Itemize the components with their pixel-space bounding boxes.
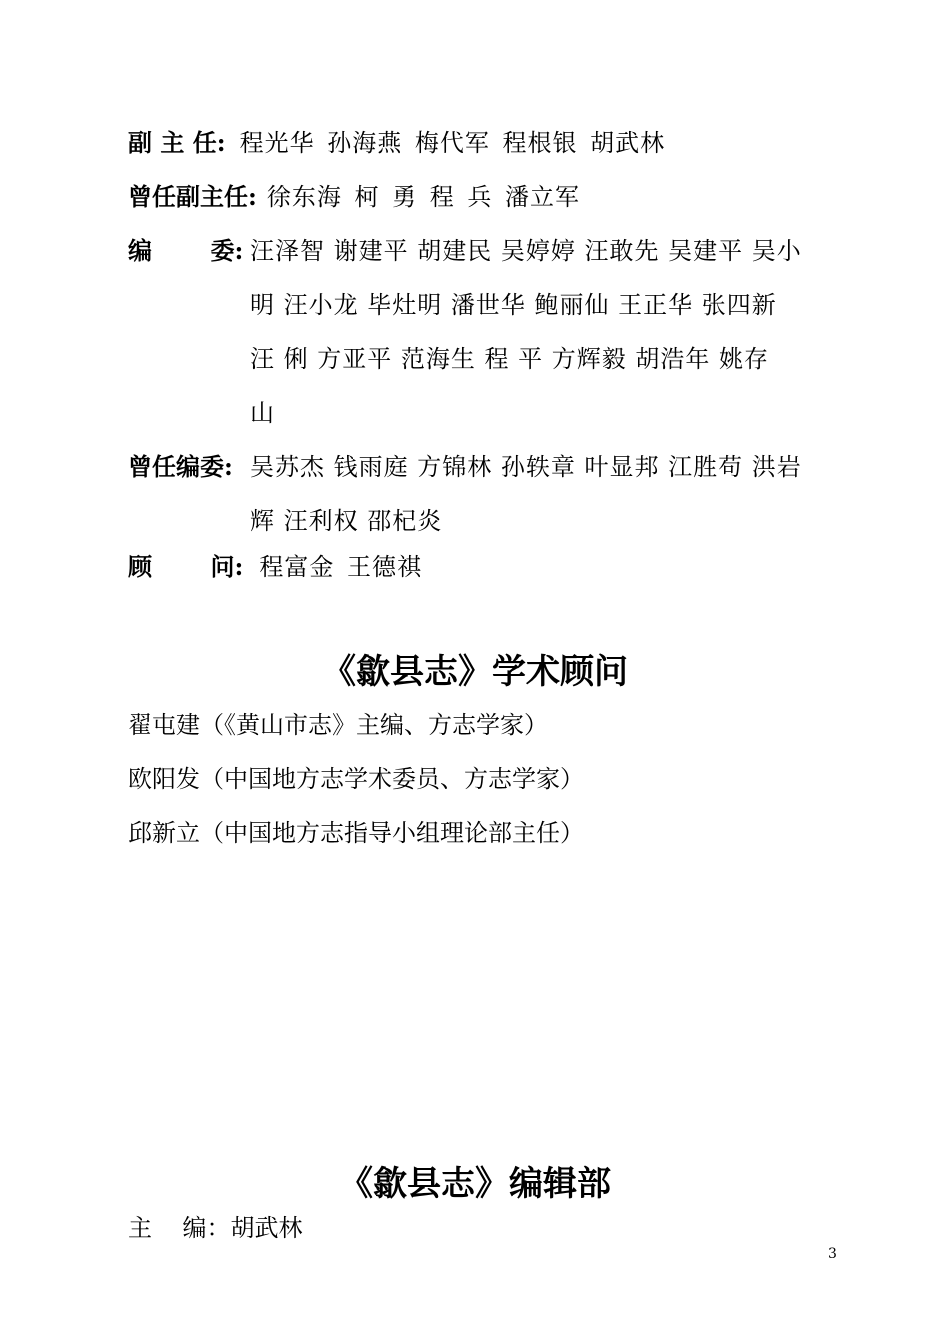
former-deputy-names: 徐东海 柯 勇 程 兵 潘立军 [266,183,581,211]
former-editors-label: 曾任编委: [128,452,233,481]
editors-line-2: 明 汪小龙 毕灶明 潘世华 鲍丽仙 王正华 张四新 [250,291,777,319]
former-deputy-row [128,170,840,224]
former-deputy-label: 曾任副主任: [128,182,257,211]
editors-line-1: 汪泽智 谢建平 胡建民 吴婷婷 汪敢先 吴建平 吴小 [250,237,802,265]
academic-advisor-3: 邱新立（中国地方志指导小组理论部主任） [128,819,584,847]
academic-advisor-2: 欧阳发（中国地方志学术委员、方志学家） [128,765,584,793]
deputy-director-label: 副 主 任: [128,128,226,157]
editorial-office-title: 《歙县志》编辑部 [339,1164,611,1204]
page-number: 3 [828,1246,837,1262]
editors-names [250,224,840,440]
advisor-row [128,540,840,594]
former-editors-line-2: 辉 汪利权 邵杞炎 [250,507,443,535]
editors-label: 编 委: [128,236,244,265]
advisor-names: 程富金 王德祺 [259,553,422,581]
former-editors-names [250,440,840,548]
academic-advisors-title: 《歙县志》学术顾问 [322,652,628,692]
editors-line-4: 山 [250,399,275,427]
editors-line-3: 汪 俐 方亚平 范海生 程 平 方辉毅 胡浩年 姚存 [250,345,770,373]
former-editors-line-1: 吴苏杰 钱雨庭 方锦林 孙轶章 叶显邦 江胜苟 洪岩 [250,453,802,481]
deputy-director-names: 程光华 孙海燕 梅代军 程根银 胡武林 [239,129,666,157]
deputy-director-row [128,116,840,170]
chief-editor-line: 主 编：胡武林 [128,1214,303,1242]
academic-advisor-1: 翟屯建（《黄山市志》主编、方志学家） [128,711,548,739]
advisor-label: 顾 问: [128,552,244,581]
